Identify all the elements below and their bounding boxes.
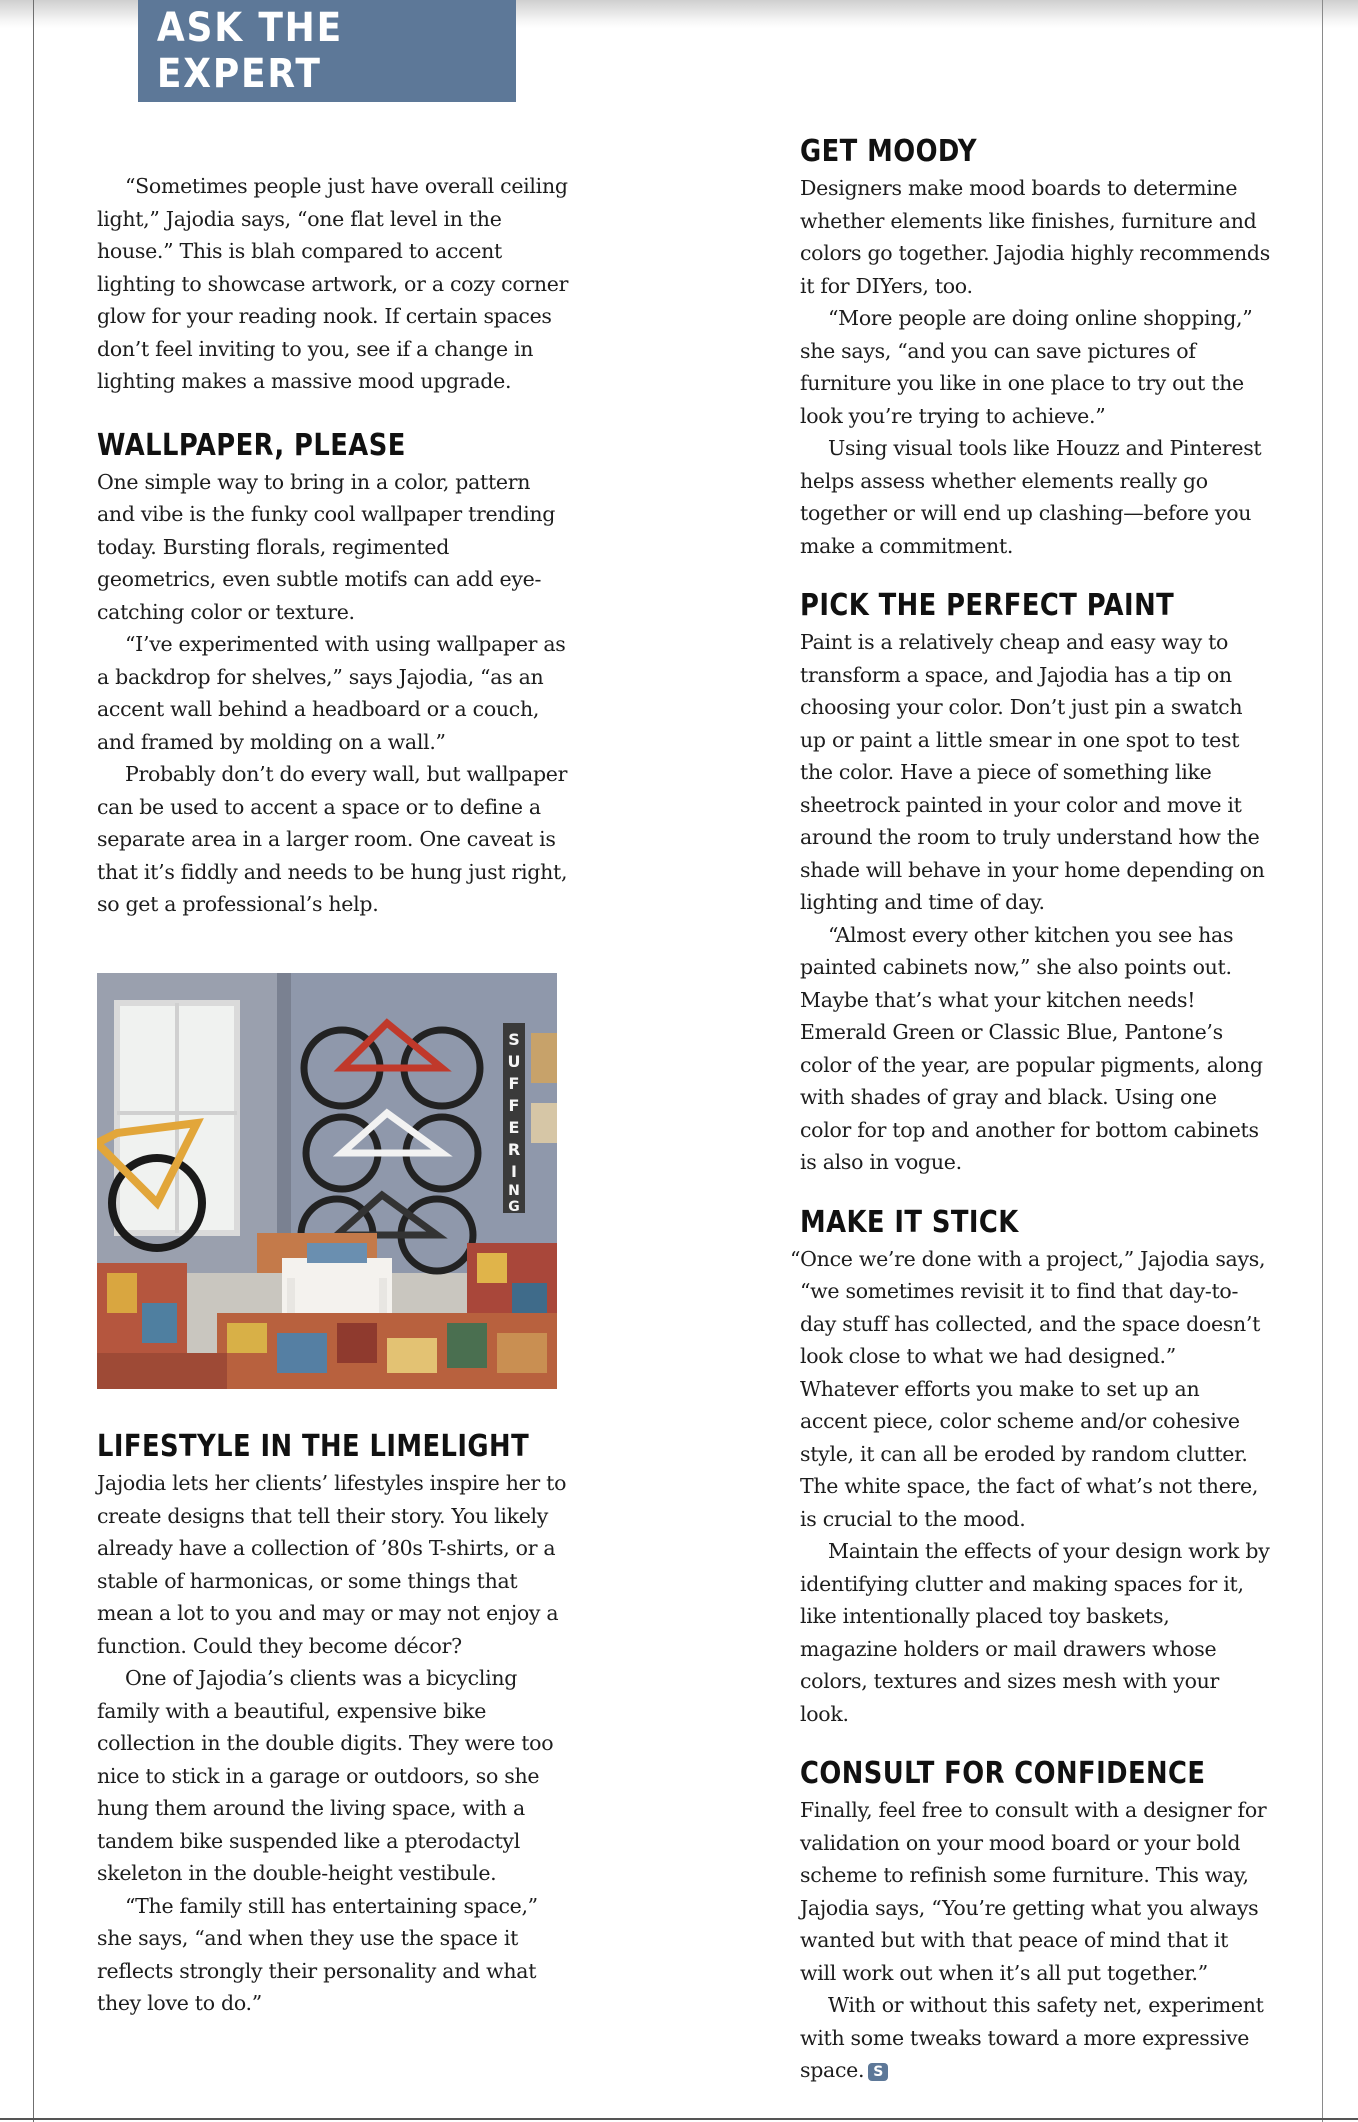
sign-letter-f2: F xyxy=(508,1096,520,1115)
lifestyle-paragraph-2: One of Jajodia’s clients was a bicycling family with a beautiful, expensive bike collection in the double digits. They were too nice to stick in a garage or outdoors, so she hung them around the living space, with a tandem bike suspended like a pterodactyl skeleton in the double-height vestibule. xyxy=(97,1666,554,1885)
consult-paragraph-2 xyxy=(800,1989,1270,2087)
lifestyle-paragraph-3: “The family still has entertaining space,” she says, “and when they use the space it reflects strongly their personality and what they love to do.” xyxy=(97,1893,538,2015)
stick-paragraph-2: Maintain the effects of your design work by identifying clutter and making spaces for it, like intentionally placed toy baskets, magazine holders or mail drawers whose colors, textures and sizes mesh with your look. xyxy=(800,1539,1270,1726)
heading-lifestyle: LIFESTYLE IN THE LIMELIGHT xyxy=(97,1429,530,1464)
heading-pick-paint: PICK THE PERFECT PAINT xyxy=(800,588,1175,623)
consult-paragraph-2-text: With or without this safety net, experiment with some tweaks toward a more expressive space. xyxy=(800,1993,1264,2082)
sign-letter-r: R xyxy=(507,1140,521,1159)
moody-paragraph-2: “More people are doing online shopping,” she says, “and you can save pictures of furniture you like in one place to try out the look you’re trying to achieve.” xyxy=(800,306,1253,428)
sign-letter-f1: F xyxy=(508,1074,520,1093)
moody-paragraph-3: Using visual tools like Houzz and Pinterest helps assess whether elements really go together or will end up clashing—before you make a commitment. xyxy=(800,436,1262,558)
banner-title: ASK THE EXPERT xyxy=(156,5,344,97)
page-edge-right xyxy=(1322,0,1323,2122)
heading-get-moody: GET MOODY xyxy=(800,134,978,169)
sign-letter-u: U xyxy=(507,1052,521,1071)
moody-paragraph-1: Designers make mood boards to determine whether elements like finishes, furniture and colors go together. Jajodia highly recommends it for DIYers, too. xyxy=(800,176,1270,298)
sign-letter-g: G xyxy=(508,1199,520,1215)
intro-paragraph: “Sometimes people just have overall ceiling light,” Jajodia says, “one flat level in the house.” This is blah compared to accent lighting to showcase artwork, or a cozy corner glow for your reading nook. If certain spaces don’t feel inviting to you, see if a change in lighting makes a massive mood upgrade. xyxy=(97,174,569,393)
paint-paragraph-1: Paint is a relatively cheap and easy way to transform a space, and Jajodia has a tip on choosing your color. Don’t just pin a swatch up or paint a little smear in one spot to test the color. Have a piece of something like sheetrock painted in your color and move it around the room to truly understand how the shade will behave in your home depending on lighting and time of day. xyxy=(800,630,1265,914)
end-of-article-icon: S xyxy=(868,2063,888,2081)
wallpaper-paragraph-1: One simple way to bring in a color, pattern and vibe is the funky cool wallpaper trending today. Bursting florals, regimented geometrics, even subtle motifs can add eye-catching color or texture. xyxy=(97,469,556,624)
lifestyle-paragraph-1: Jajodia lets her clients’ lifestyles inspire her to create designs that tell their story. You likely already have a collection of ’80s T-shirts, or a stable of harmonicas, or some things that mean a lot to you and may or may not enjoy a function. Could they become décor? xyxy=(97,1471,567,1658)
sign-letter-i: I xyxy=(511,1162,517,1181)
sign-letter-s: S xyxy=(508,1030,520,1049)
wallpaper-paragraph-3: Probably don’t do every wall, but wallpaper can be used to accent a space or to define a separate area in a larger room. One caveat is that it’s fiddly and needs to be hung just right, so get a professional’s help. xyxy=(97,762,568,916)
left-column-bottom xyxy=(97,1427,571,2020)
sign-letter-e: E xyxy=(508,1118,520,1137)
paint-paragraph-2: “Almost every other kitchen you see has painted cabinets now,” she also points out. Maybe that’s what your kitchen needs! Emerald Green or Classic Blue, Pantone’s color of the year, are popular pigments, along with shades of gray and black. Using one color for top and another for bottom cabinets is also in vogue. xyxy=(800,922,1263,1174)
heading-make-it-stick: MAKE IT STICK xyxy=(800,1204,1019,1240)
bike-room-photo xyxy=(97,973,557,1389)
stick-paragraph-1: “Once we’re done with a project,” Jajodia says, “we sometimes revisit it to find that day-to-day stuff has collected, and the space doesn’t look close to what we had designed.” Whatever efforts you make to set up an accent piece, color scheme and/or cohesive style, it can all be eroded by random clutter. The white space, the fact of what’s not there, is crucial to the mood. xyxy=(790,1246,1266,1531)
sign-letter-n: N xyxy=(508,1183,520,1199)
section-banner xyxy=(138,0,516,102)
heading-wallpaper: WALLPAPER, PLEASE xyxy=(97,427,406,463)
bike-room-illustration xyxy=(97,973,557,1389)
page-edge-left xyxy=(33,0,34,2122)
left-column-top xyxy=(97,170,571,921)
heading-consult: CONSULT FOR CONFIDENCE xyxy=(800,1756,1206,1791)
consult-paragraph-1: Finally, feel free to consult with a designer for validation on your mood board or your bold scheme to refinish some furniture. This way, Jajodia says, “You’re getting what you always wanted but with that peace of mind that it will work out when it’s all put together.” xyxy=(800,1798,1267,1985)
page-edge-bottom xyxy=(0,2118,1358,2120)
right-column xyxy=(790,132,1270,2087)
wallpaper-paragraph-2: “I’ve experimented with using wallpaper as a backdrop for shelves,” says Jajodia, “as an accent wall behind a headboard or a couch, and framed by molding on a wall.” xyxy=(97,632,566,754)
